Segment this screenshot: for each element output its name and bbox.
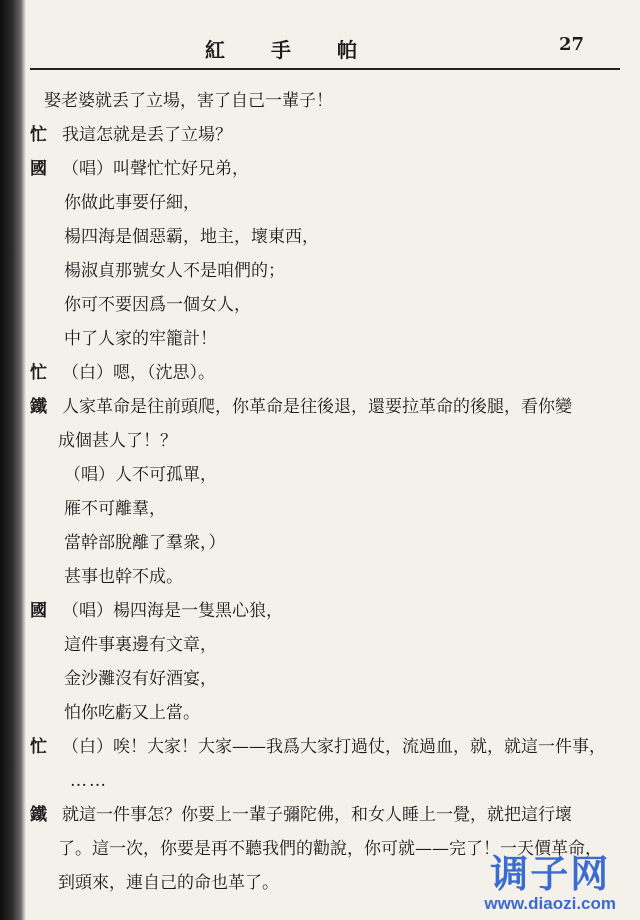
speaker-tag: 鐵 bbox=[30, 805, 47, 825]
script-line bbox=[0, 220, 640, 254]
line-text: 金沙灘沒有好酒宴， bbox=[64, 669, 217, 689]
script-line bbox=[0, 492, 640, 526]
speaker-tag: 鐵 bbox=[30, 397, 47, 417]
header-rule bbox=[30, 68, 620, 70]
line-text: （唱）人不可孤單， bbox=[64, 465, 217, 485]
script-line bbox=[0, 594, 640, 628]
line-text: 楊四海是個惡霸，地主，壞東西， bbox=[64, 227, 319, 247]
script-line bbox=[0, 730, 640, 764]
line-text: 成個甚人了！？ bbox=[58, 431, 177, 451]
script-line bbox=[0, 288, 640, 322]
speaker-tag: 忙 bbox=[30, 125, 47, 145]
watermark bbox=[484, 843, 616, 914]
line-text: （白）嗯，（沈思）。 bbox=[62, 363, 215, 383]
line-text: （唱）楊四海是一隻黑心狼， bbox=[62, 601, 283, 621]
script-line bbox=[0, 254, 640, 288]
line-text: 當幹部脫離了羣衆，） bbox=[64, 533, 226, 553]
line-text: 你可不要因爲一個女人， bbox=[64, 295, 251, 315]
line-text: 怕你吃虧又上當。 bbox=[64, 703, 200, 723]
speaker-tag: 國 bbox=[30, 159, 47, 179]
script-line bbox=[0, 322, 640, 356]
watermark-name: 调子网 bbox=[490, 852, 611, 896]
script-line bbox=[0, 628, 640, 662]
script-line bbox=[0, 696, 640, 730]
script-line bbox=[0, 458, 640, 492]
line-text: （白）唉！大家！大家——我爲大家打過仗，流過血，就，就這一件事， bbox=[62, 737, 606, 757]
page-header bbox=[30, 30, 620, 64]
script-line bbox=[0, 390, 640, 424]
script-line bbox=[0, 118, 640, 152]
line-text: 人家革命是往前頭爬，你革命是往後退，還要拉革命的後腿，看你變 bbox=[62, 397, 572, 417]
line-text: 甚事也幹不成。 bbox=[64, 567, 183, 587]
line-text: 這件事裏邊有文章， bbox=[64, 635, 217, 655]
speaker-tag: 國 bbox=[30, 601, 47, 621]
script-line bbox=[0, 798, 640, 832]
speaker-tag: 忙 bbox=[30, 737, 47, 757]
running-title: 紅手帕 bbox=[205, 38, 403, 62]
line-text: 楊淑貞那號女人不是咱們的； bbox=[64, 261, 285, 281]
watermark-url: www.diaozi.com bbox=[484, 894, 616, 913]
line-text: 你做此事要仔細， bbox=[64, 193, 200, 213]
line-text: …… bbox=[70, 771, 108, 791]
speaker-tag: 忙 bbox=[30, 363, 47, 383]
line-text: 了。這一次，你要是再不聽我們的勸說，你可就——完了！一天價革命， bbox=[58, 839, 602, 859]
script-line bbox=[0, 356, 640, 390]
script-line bbox=[0, 186, 640, 220]
script-body bbox=[0, 84, 640, 900]
script-line bbox=[0, 84, 640, 118]
script-line bbox=[0, 764, 640, 798]
script-line bbox=[0, 662, 640, 696]
script-line bbox=[0, 424, 640, 458]
line-text: 雁不可離羣， bbox=[64, 499, 166, 519]
script-line bbox=[0, 560, 640, 594]
script-line bbox=[0, 526, 640, 560]
line-text: 到頭來，連自己的命也革了。 bbox=[58, 873, 279, 893]
script-line bbox=[0, 152, 640, 186]
line-text: 就這一件事怎？你要上一輩子彌陀佛，和女人睡上一覺，就把這行壞 bbox=[62, 805, 572, 825]
line-text: 娶老婆就丢了立場，害了自己一輩子！ bbox=[44, 91, 333, 111]
line-text: （唱）叫聲忙忙好兄弟， bbox=[62, 159, 249, 179]
line-text: 中了人家的牢籠計！ bbox=[64, 329, 217, 349]
line-text: 我這怎就是丢了立場？ bbox=[62, 125, 232, 145]
page-number: 27 bbox=[558, 34, 584, 55]
